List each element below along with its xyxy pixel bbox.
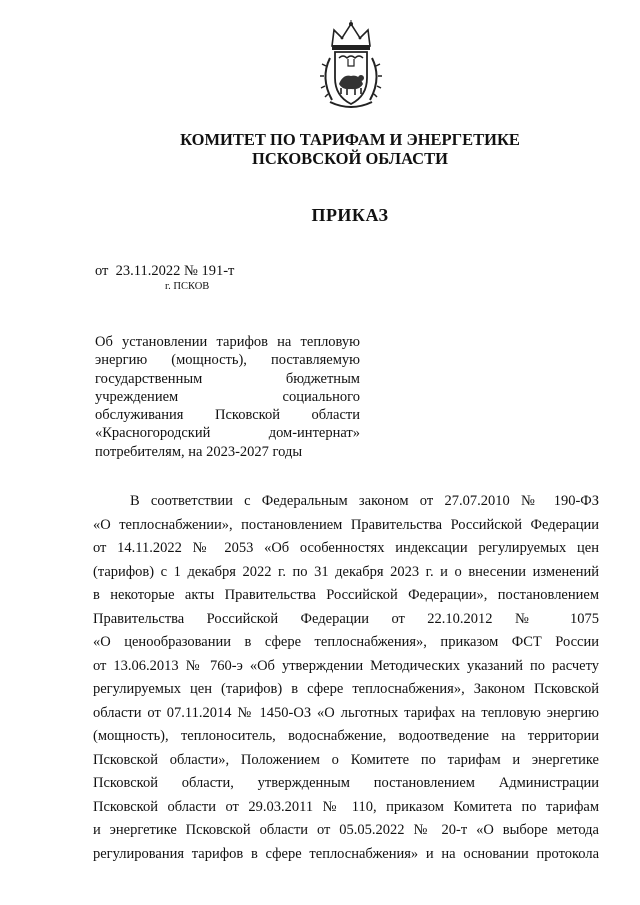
body-line: регулируемых цен (тарифов) в сфере теплоснабжения», Законом Псковской bbox=[93, 681, 599, 697]
body-line: Правительства Российской Федерации от 22.10.2012 № 1075 bbox=[93, 610, 599, 627]
subject-line: обслуживания Псковской области bbox=[95, 407, 360, 424]
subject-line: энергию (мощность), поставляемую bbox=[95, 352, 360, 369]
body-line: области от 07.11.2014 № 1450-ОЗ «О льготных тарифах на тепловую энергию bbox=[93, 704, 599, 721]
document-type-title: ПРИКАЗ bbox=[311, 205, 389, 225]
order-city: г. ПСКОВ bbox=[165, 281, 210, 292]
body-line: Псковской области, утвержденным постановлением Администрации bbox=[93, 775, 599, 791]
organization-name-line-1: КОМИТЕТ ПО ТАРИФАМ И ЭНЕРГЕТИКЕ bbox=[180, 130, 520, 149]
body-line: регулирования тарифов в сфере теплоснабжения» и на основании протокола bbox=[93, 845, 599, 862]
subject-line: «Красногородский дом-интернат» bbox=[95, 425, 360, 442]
subject-line: Об установлении тарифов на тепловую bbox=[95, 334, 360, 350]
body-line: от 14.11.2022 № 2053 «Об особенностях индексации регулируемых цен bbox=[93, 540, 599, 556]
organization-name-line-2: ПСКОВСКОЙ ОБЛАСТИ bbox=[252, 149, 448, 168]
body-line: Псковской области от 29.03.2011 № 110, приказом Комитета по тарифам bbox=[93, 798, 599, 815]
order-body-text bbox=[93, 490, 599, 866]
subject-line: учреждением социального bbox=[95, 388, 360, 405]
organization-name bbox=[150, 130, 550, 168]
order-date-number: от 23.11.2022 № 191-т bbox=[95, 263, 235, 279]
body-line: в некоторые акты Правительства Российской Федерации», постановлением bbox=[93, 587, 599, 603]
body-line: В соответствии с Федеральным законом от 27.07.2010 № 190-ФЗ bbox=[130, 493, 599, 509]
body-line: «О теплоснабжении», постановлением Правительства Российской Федерации bbox=[93, 516, 599, 533]
body-line: (мощность), теплоноситель, водоснабжение, водоотведение на территории bbox=[93, 728, 599, 744]
body-line: (тарифов) с 1 декабря 2022 г. по 31 декабря 2023 г. и о внесении изменений bbox=[93, 563, 599, 580]
order-subject bbox=[95, 333, 360, 461]
body-line: Псковской области», Положением о Комитете по тарифам и энергетике bbox=[93, 751, 599, 768]
body-line: и энергетике Псковской области от 05.05.2022 № 20-т «О выборе метода bbox=[93, 822, 599, 838]
subject-line: потребителям, на 2023-2027 годы bbox=[95, 443, 303, 460]
pskov-coat-of-arms-icon bbox=[318, 20, 384, 110]
subject-line: государственным бюджетным bbox=[95, 370, 360, 387]
body-line: от 13.06.2013 № 760-э «Об утверждении Методических указаний по расчету bbox=[93, 657, 599, 674]
body-line: «О ценообразовании в сфере теплоснабжения», приказом ФСТ России bbox=[93, 634, 599, 650]
